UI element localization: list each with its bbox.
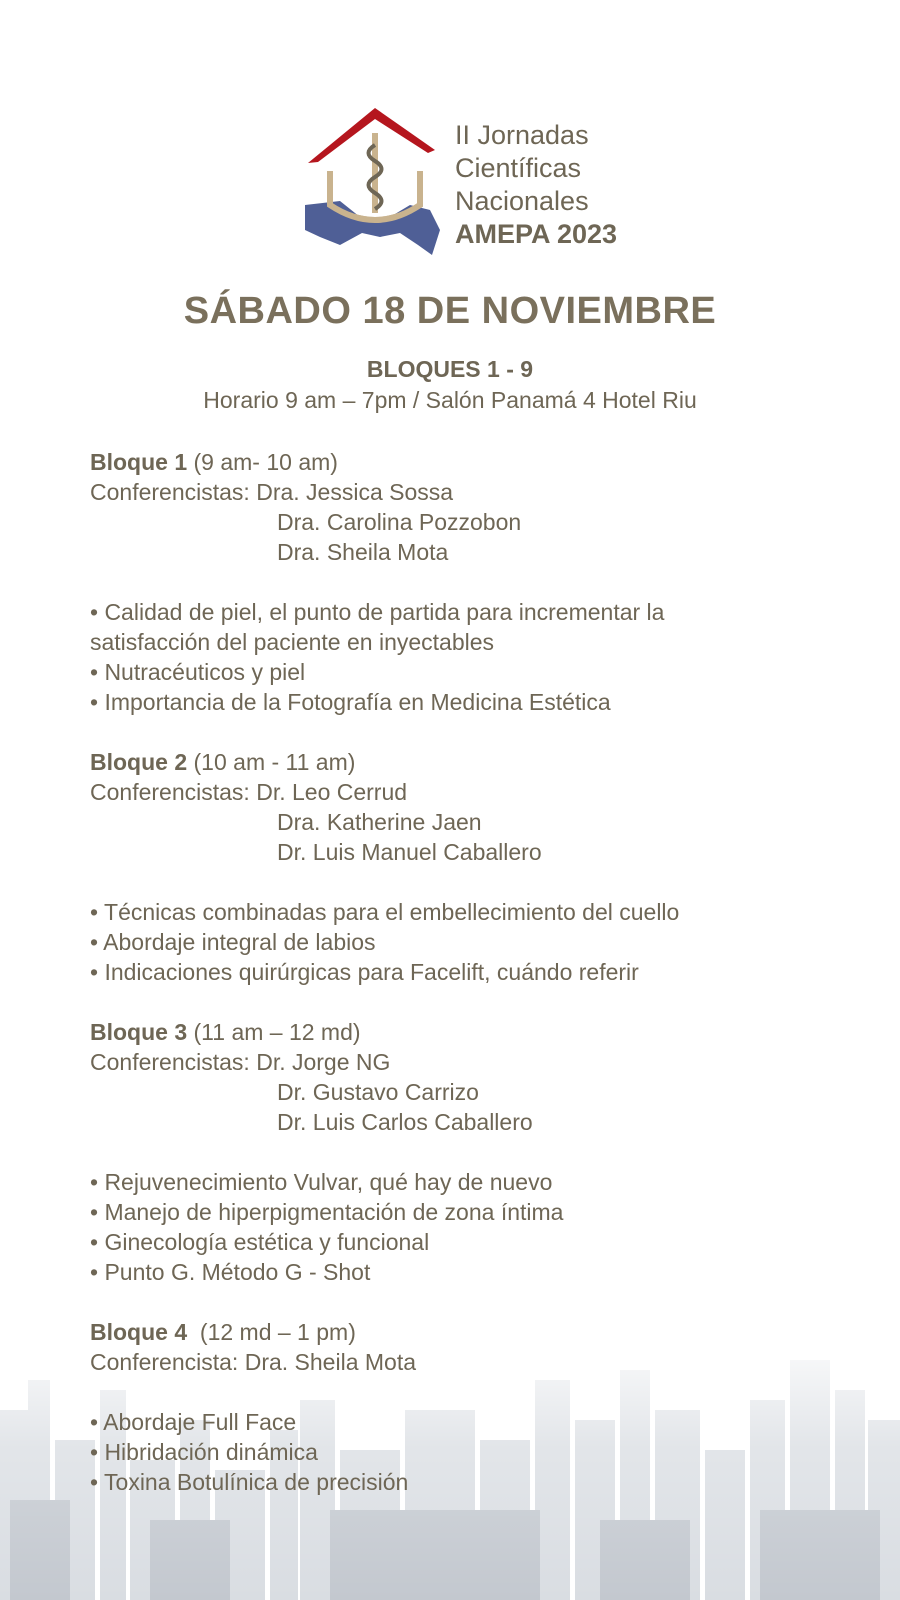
- topic-item: • Toxina Botulínica de precisión: [90, 1469, 409, 1495]
- block-label: Bloque 2: [90, 749, 188, 775]
- page-title: SÁBADO 18 DE NOVIEMBRE: [183, 290, 717, 332]
- topic-item: • Indicaciones quirúrgicas para Facelift, cuándo referir: [90, 959, 639, 985]
- block-label: Bloque 1: [90, 449, 188, 475]
- block-time: (12 md – 1 pm): [187, 1319, 356, 1345]
- speakers-line: [90, 1347, 850, 1377]
- program-content: [90, 447, 850, 1497]
- block-heading: [90, 1017, 850, 1047]
- topic-item: • Rejuvenecimiento Vulvar, qué hay de nuevo: [90, 1169, 553, 1195]
- speaker-name: Dr. Luis Manuel Caballero: [277, 839, 542, 865]
- speaker-name: Dra. Sheila Mota: [244, 1349, 417, 1375]
- logo-text: [455, 119, 617, 251]
- speaker-name: Dra. Jessica Sossa: [256, 479, 454, 505]
- speakers-label: Conferencistas:: [90, 479, 257, 505]
- speaker-name: Dr. Leo Cerrud: [256, 779, 408, 805]
- topic-item: • Abordaje Full Face: [90, 1409, 297, 1435]
- speaker-name: Dr. Gustavo Carrizo: [277, 1079, 479, 1105]
- block-label: Bloque 3: [90, 1019, 188, 1045]
- logo-line-3: Nacionales: [455, 186, 589, 216]
- speaker-name: Dr. Jorge NG: [256, 1049, 391, 1075]
- logo-line-1: II Jornadas: [455, 120, 589, 150]
- speakers-line: [90, 1047, 850, 1077]
- speaker-name: Dra. Carolina Pozzobon: [277, 509, 522, 535]
- amepa-logo: [300, 105, 630, 260]
- block-heading: [90, 747, 850, 777]
- logo-line-2: Científicas: [455, 153, 582, 183]
- block-time: (11 am – 12 md): [187, 1019, 361, 1045]
- speakers-label: Conferencistas:: [90, 1049, 257, 1075]
- speaker-name: Dr. Luis Carlos Caballero: [277, 1109, 533, 1135]
- amepa-emblem-icon: [300, 105, 450, 260]
- topic-item: satisfacción del paciente en inyectables: [90, 629, 495, 655]
- block-time: (10 am - 11 am): [187, 749, 356, 775]
- topic-item: • Hibridación dinámica: [90, 1439, 318, 1465]
- topic-item: • Abordaje integral de labios: [90, 929, 376, 955]
- topic-item: • Ginecología estética y funcional: [90, 1229, 430, 1255]
- topic-item: • Calidad de piel, el punto de partida para incrementar la: [90, 599, 665, 625]
- topic-item: • Punto G. Método G - Shot: [90, 1259, 371, 1285]
- schedule-info: Horario 9 am – 7pm / Salón Panamá 4 Hotel Riu: [203, 387, 697, 413]
- speaker-name: Dra. Katherine Jaen: [277, 809, 482, 835]
- logo-line-4: AMEPA 2023: [455, 219, 618, 249]
- speakers-label: Conferencistas:: [90, 779, 257, 805]
- topic-item: • Manejo de hiperpigmentación de zona íntima: [90, 1199, 564, 1225]
- speakers-label: Conferencista:: [90, 1349, 245, 1375]
- block-heading: [90, 447, 850, 477]
- block-heading: [90, 1317, 850, 1347]
- block-label: Bloque 4: [90, 1319, 188, 1345]
- topic-item: • Técnicas combinadas para el embellecimiento del cuello: [90, 899, 680, 925]
- speakers-line: [90, 777, 850, 807]
- page-subtitle: BLOQUES 1 - 9: [366, 356, 534, 382]
- block-time: (9 am- 10 am): [187, 449, 338, 475]
- topic-item: • Importancia de la Fotografía en Medicina Estética: [90, 689, 611, 715]
- speakers-line: [90, 477, 850, 507]
- speaker-name: Dra. Sheila Mota: [277, 539, 449, 565]
- topic-item: • Nutracéuticos y piel: [90, 659, 306, 685]
